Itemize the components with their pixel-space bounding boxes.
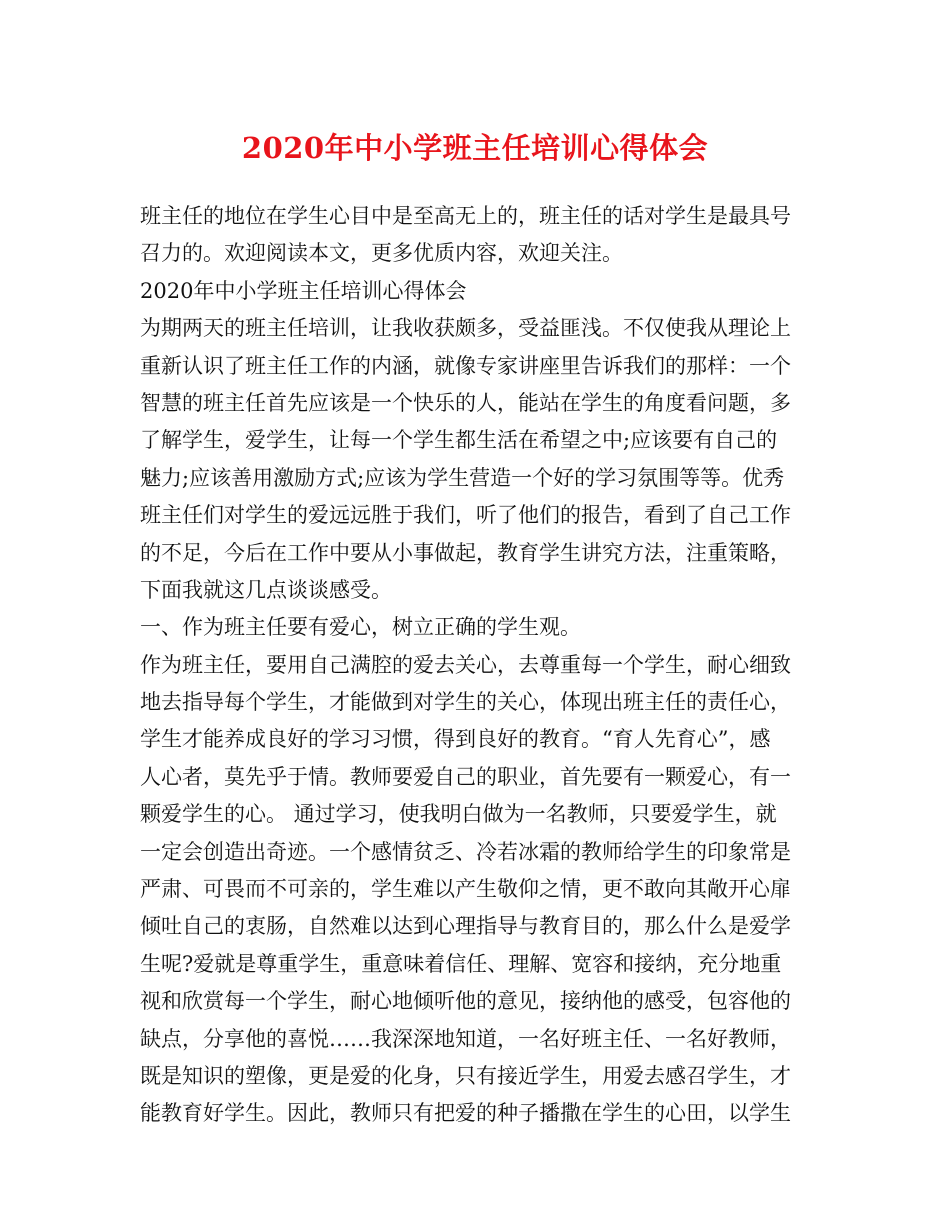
body-line: 召力的。欢迎阅读本文，更多优质内容，欢迎关注。 [140, 241, 623, 266]
body-line: 学生才能养成良好的学习习惯，得到良好的教育。“育人先育心”，感 [140, 727, 771, 752]
body-line: 颗爱学生的心。 通过学习，使我明白做为一名教师，只要爱学生，就 [140, 802, 777, 827]
body-line: 视和欣赏每一个学生，耐心地倾听他的意见，接纳他的感受，包容他的 [140, 989, 791, 1014]
body-line: 的不足，今后在工作中要从小事做起，教育学生讲究方法，注重策略， [140, 540, 791, 565]
body-line: 一定会创造出奇迹。一个感情贫乏、冷若冰霜的教师给学生的印象常是 [140, 839, 791, 864]
body-line: 智慧的班主任首先应该是一个快乐的人，能站在学生的角度看问题，多 [140, 390, 791, 415]
body-line: 2020年中小学班主任培训心得体会 [140, 278, 467, 303]
body-line: 地去指导每个学生，才能做到对学生的关心，体现出班主任的责任心， [140, 690, 791, 715]
body-line: 生呢?爱就是尊重学生，重意味着信任、理解、宽容和接纳，充分地重 [140, 951, 782, 976]
body-line: 作为班主任，要用自己满腔的爱去关心，去尊重每一个学生，耐心细致 [140, 652, 791, 677]
body-line: 倾吐自己的衷肠，自然难以达到心理指导与教育目的，那么什么是爱学 [140, 914, 791, 939]
body-line: 人心者，莫先乎于情。教师要爱自己的职业，首先要有一颗爱心，有一 [140, 764, 791, 789]
body-line: 下面我就这几点谈谈感受。 [140, 577, 392, 602]
body-line: 一、作为班主任要有爱心，树立正确的学生观。 [140, 615, 581, 640]
body-line: 班主任们对学生的爱远远胜于我们，听了他们的报告，看到了自己工作 [140, 503, 791, 528]
body-line: 了解学生，爱学生，让每一个学生都生活在希望之中;应该要有自己的 [140, 428, 778, 453]
body-line: 班主任的地位在学生心目中是至高无上的，班主任的话对学生是最具号 [140, 204, 791, 228]
body-line: 重新认识了班主任工作的内涵，就像专家讲座里告诉我们的那样：一个 [140, 353, 791, 378]
body-line: 能教育好学生。因此，教师只有把爱的种子播撒在学生的心田，以学生 [140, 1101, 791, 1126]
document-body [140, 198, 820, 1133]
document-title: 2020年中小学班主任培训心得体会 [241, 131, 709, 165]
body-line: 严肃、可畏而不可亲的，学生难以产生敬仰之情，更不敢向其敞开心扉 [140, 877, 791, 902]
body-line: 魅力;应该善用激励方式;应该为学生营造一个好的学习氛围等等。优秀 [140, 465, 785, 490]
body-line: 缺点，分享他的喜悦……我深深地知道，一名好班主任、一名好教师， [140, 1026, 791, 1051]
body-line: 为期两天的班主任培训，让我收获颇多，受益匪浅。不仅使我从理论上 [140, 316, 791, 341]
body-line: 既是知识的塑像，更是爱的化身，只有接近学生，用爱去感召学生，才 [140, 1063, 791, 1088]
